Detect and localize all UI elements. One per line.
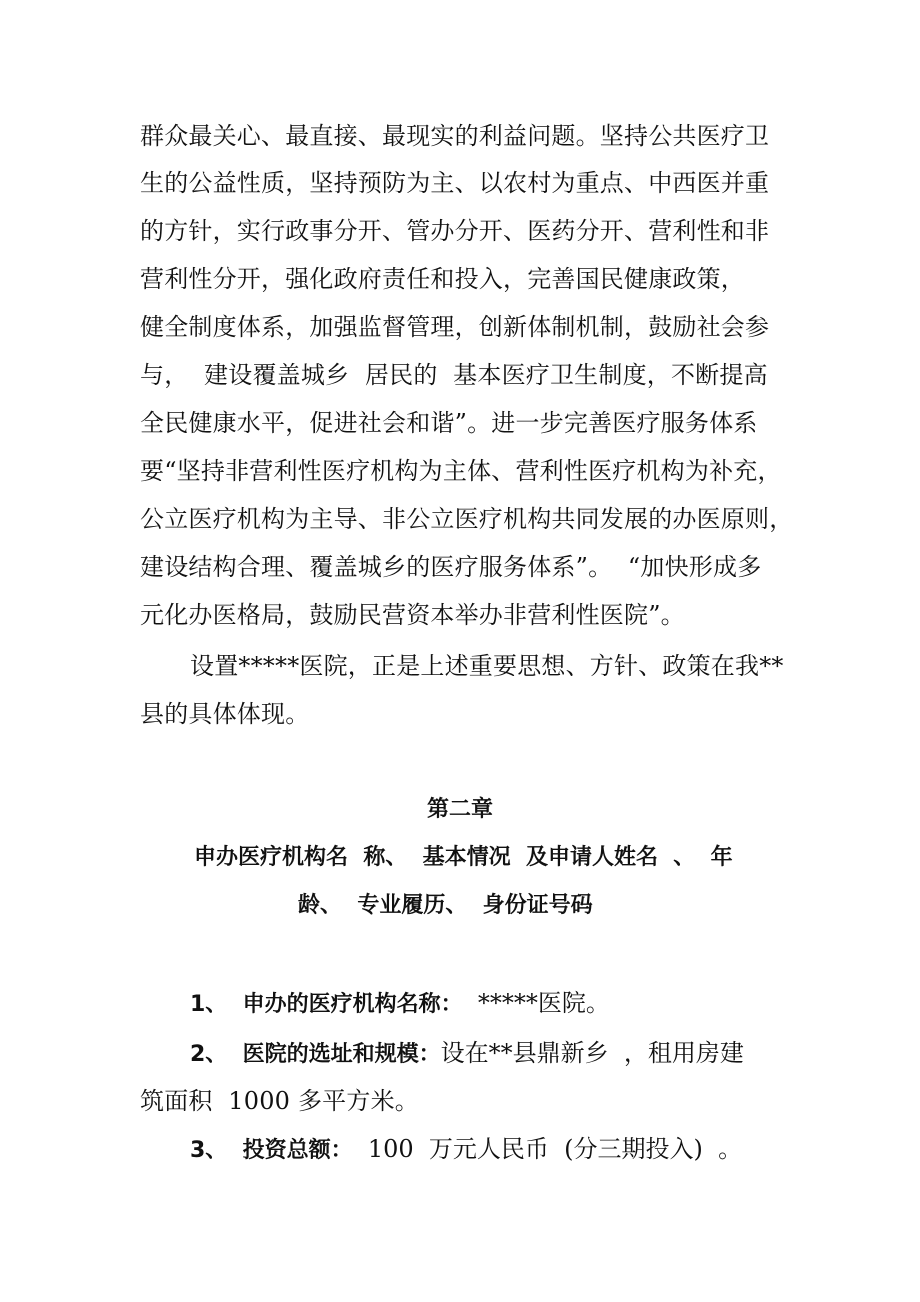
item-value: 100 万元人民币 (分三期投入) 。	[352, 1135, 743, 1163]
paragraph-line: 的方针，实行政事分开、管办分开、医药分开、营利性和非	[140, 217, 770, 245]
item-value: *****医院。	[462, 989, 610, 1017]
paragraph-line: 全民健康水平，促进社会和谐”。进一步完善医疗服务体系	[140, 409, 758, 437]
list-item	[190, 1035, 744, 1073]
paragraph-line: 生的公益性质，坚持预防为主、以农村为重点、中西医并重	[140, 169, 770, 197]
item-number: 3、	[190, 1138, 228, 1163]
item-value: 设在**县鼎新乡 ，租用房建	[440, 1039, 744, 1067]
list-item	[190, 1131, 742, 1169]
paragraph-line: 公立医疗机构为主导、非公立医疗机构共同发展的办医原则，	[140, 505, 794, 533]
item-number: 1、	[190, 992, 228, 1017]
item-label: 申办的医疗机构名称：	[242, 992, 463, 1017]
paragraph-line: 设置*****医院，正是上述重要思想、方针、政策在我**	[190, 652, 784, 680]
paragraph-line: 建设结构合理、覆盖城乡的医疗服务体系”。 “加快形成多	[140, 553, 762, 581]
item-number: 2、	[190, 1042, 228, 1067]
paragraph-line: 营利性分开，强化政府责任和投入，完善国民健康政策，	[140, 265, 745, 293]
list-item	[190, 985, 610, 1023]
paragraph-line: 元化办医格局，鼓励民营资本举办非营利性医院”。	[140, 601, 685, 629]
item-label: 医院的选址和规模：	[242, 1042, 441, 1067]
paragraph-line: 要“坚持非营利性医疗机构为主体、营利性医疗机构为补充，	[140, 457, 782, 485]
chapter-heading-line: 申办医疗机构名 称、 基本情况 及申请人姓名 、 年	[194, 845, 733, 870]
paragraph-line: 县的具体体现。	[140, 700, 310, 728]
paragraph-line: 健全制度体系，加强监督管理，创新体制机制，鼓励社会参	[140, 313, 770, 341]
paragraph-line: 群众最关心、最直接、最现实的利益问题。坚持公共医疗卫	[140, 122, 770, 150]
item-label: 投资总额：	[242, 1138, 353, 1163]
paragraph-line: 与， 建设覆盖城乡 居民的 基本医疗卫生制度，不断提高	[140, 361, 768, 389]
chapter-title: 第二章	[426, 797, 493, 822]
chapter-heading-line: 龄、 专业履历、 身份证号码	[298, 893, 593, 918]
paragraph-line: 筑面积 1000 多平方米。	[140, 1087, 419, 1115]
